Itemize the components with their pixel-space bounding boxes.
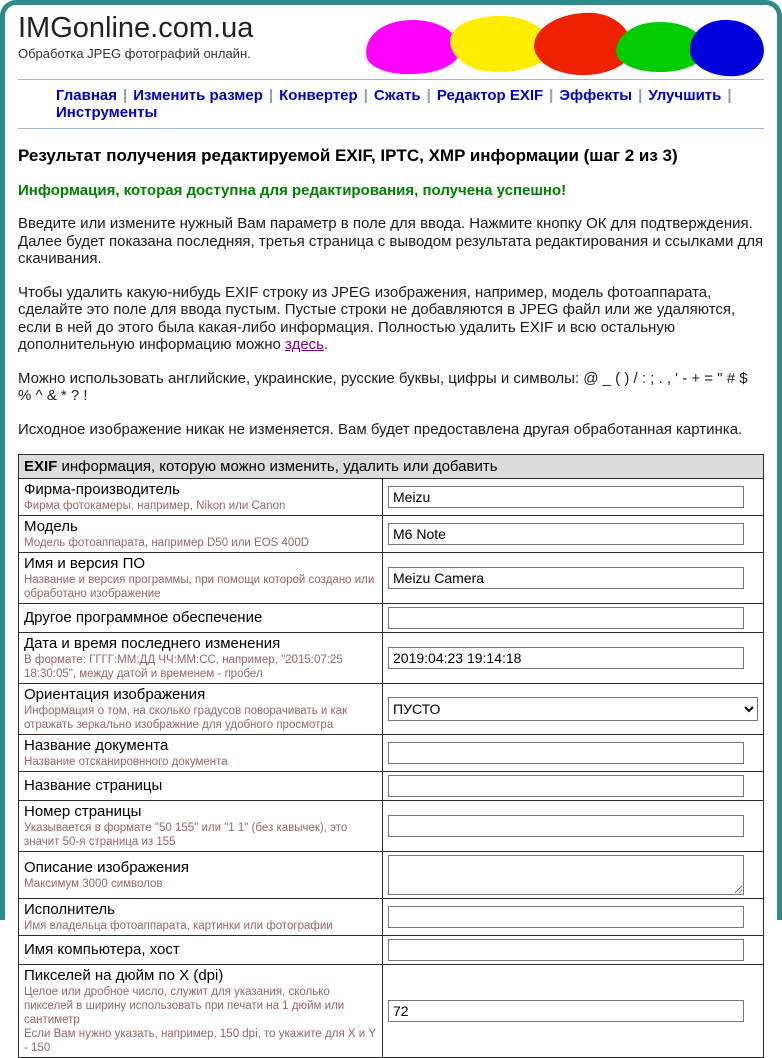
input-cell-model	[383, 516, 764, 553]
field-hint: Название отсканировнного документа	[24, 756, 228, 768]
field-label: Название документа	[24, 737, 169, 754]
magenta-blob	[365, 18, 462, 77]
blue-blob	[689, 18, 766, 78]
field-hint: Указывается в формате "50 155" или "1 1" (без кавычек), это значит 50-я страница из 155	[24, 822, 348, 848]
allowed-symbols-paragraph: Можно использовать английские, украинские, русские буквы, цифры и символы: @ _ ( ) / : ; . , ' - + = " # $ % ^ & * ? !	[18, 369, 748, 404]
input-manufacturer[interactable]	[388, 486, 744, 508]
original-unchanged-paragraph: Исходное изображение никак не изменяется. Вам будет предоставлена другая обработанная картинка.	[18, 420, 743, 438]
field-hint: Название и версия программы, при помощи которой создано или обработано изображение	[24, 574, 375, 600]
delete-exif-link[interactable]: здесь	[285, 336, 324, 353]
input-page-name[interactable]	[388, 775, 744, 797]
label-cell-page-name	[19, 772, 383, 801]
table-row-document-name	[19, 735, 764, 772]
input-modify-date[interactable]	[388, 647, 744, 669]
intro-paragraph-1: Введите или измените нужный Вам параметр в поле для ввода. Нажмите кнопку ОК для подтверждения. Далее будет показана последняя, третья страница с выводом результата редактирования и ссылками для скачивания.	[18, 215, 764, 267]
field-hint: Максимум 3000 символов	[24, 878, 163, 890]
field-label: Номер страницы	[24, 803, 142, 820]
field-label: Пикселей на дюйм по X (dpi)	[24, 967, 224, 984]
label-cell-host-computer	[19, 936, 383, 965]
field-label: Фирма-производитель	[24, 481, 180, 498]
nav-separator: |	[727, 87, 732, 104]
input-cell-artist	[383, 899, 764, 936]
nav-item-2[interactable]: Изменить размер	[133, 87, 263, 104]
input-x-resolution[interactable]	[388, 1000, 744, 1022]
site-header	[18, 12, 764, 72]
table-row-other-software	[19, 604, 764, 633]
exif-table-header-rest: информация, которую можно изменить, удалить или добавить	[57, 458, 498, 475]
table-row-host-computer	[19, 936, 764, 965]
label-cell-artist	[19, 899, 383, 936]
nav-item-6[interactable]: Эффекты	[559, 87, 633, 104]
input-software[interactable]	[388, 567, 744, 589]
input-cell-document-name	[383, 735, 764, 772]
input-cell-modify-date	[383, 633, 764, 684]
field-label: Название страницы	[24, 777, 163, 794]
input-cell-page-name	[383, 772, 764, 801]
table-row-page-number	[19, 801, 764, 852]
exif-table-body	[19, 479, 764, 1058]
input-cell-host-computer	[383, 936, 764, 965]
page-content	[18, 12, 764, 1058]
table-row-x-resolution	[19, 965, 764, 1058]
table-row-artist	[19, 899, 764, 936]
field-hint: Если Вам нужно указать, например, 150 dpi, то укажите для X и Y - 150	[24, 1028, 376, 1054]
label-cell-other-software	[19, 604, 383, 633]
nav-item-8[interactable]: Инструменты	[56, 104, 158, 121]
input-page-number[interactable]	[388, 815, 744, 837]
nav-item-4[interactable]: Сжать	[373, 87, 421, 104]
input-cell-x-resolution	[383, 965, 764, 1058]
site-tagline: Обработка JPEG фотографий онлайн.	[18, 46, 251, 61]
input-model[interactable]	[388, 523, 744, 545]
label-cell-modify-date	[19, 633, 383, 684]
field-label: Дата и время последнего изменения	[24, 635, 281, 652]
table-row-manufacturer	[19, 479, 764, 516]
table-row-model	[19, 516, 764, 553]
nav-separator: |	[426, 87, 431, 104]
input-artist[interactable]	[388, 906, 744, 928]
label-cell-model	[19, 516, 383, 553]
nav-item-7[interactable]: Улучшить	[648, 87, 722, 104]
label-cell-image-description	[19, 852, 383, 899]
field-label: Модель	[24, 518, 78, 535]
exif-table	[18, 454, 764, 1058]
exif-table-header-row	[19, 455, 764, 479]
input-cell-other-software	[383, 604, 764, 633]
nav-bottom-rule	[18, 128, 764, 129]
input-cell-page-number	[383, 801, 764, 852]
input-host-computer[interactable]	[388, 939, 744, 961]
nav-item-3[interactable]: Конвертер	[279, 87, 358, 104]
textarea-image-description[interactable]	[388, 855, 744, 895]
nav-separator: |	[638, 87, 643, 104]
field-hint: Имя владельца фотоаппарата, картинки или фотографии	[24, 920, 333, 932]
exif-table-header	[19, 455, 764, 479]
field-label: Имя и версия ПО	[24, 555, 146, 572]
label-cell-document-name	[19, 735, 383, 772]
select-orientation[interactable]	[388, 697, 758, 721]
field-hint: В формате: ГГГГ:ММ:ДД ЧЧ:ММ:СС, например, "2015:07:25 18:30:05", между датой и временем - пробел	[24, 654, 343, 680]
table-row-software	[19, 553, 764, 604]
field-hint: Информация о том, на сколько градусов поворачивать и как отражать зеркально изображние для удобного просмотра	[24, 705, 348, 731]
field-hint: Целое или дробное число, служит для указания, сколько пикселей в ширину использовать при печати на 1 дюйм или сантиметр	[24, 986, 345, 1026]
main-nav	[18, 80, 764, 128]
field-label: Описание изображения	[24, 859, 190, 876]
exif-table-header-bold: EXIF	[24, 458, 58, 475]
field-label: Другое программное обеспечение	[24, 609, 263, 626]
table-row-modify-date	[19, 633, 764, 684]
nav-separator: |	[123, 87, 128, 104]
label-cell-orientation	[19, 684, 383, 735]
input-cell-orientation	[383, 684, 764, 735]
site-logo[interactable]: IMGonline.com.ua	[18, 12, 254, 44]
label-cell-manufacturer	[19, 479, 383, 516]
field-label: Исполнитель	[24, 901, 115, 918]
nav-item-5[interactable]: Редактор EXIF	[436, 87, 544, 104]
field-label: Имя компьютера, хост	[24, 941, 180, 958]
nav-item-1[interactable]: Главная	[56, 87, 118, 104]
nav-separator: |	[268, 87, 274, 104]
input-cell-manufacturer	[383, 479, 764, 516]
table-row-image-description	[19, 852, 764, 899]
input-cell-image-description	[383, 852, 764, 899]
field-label: Ориентация изображения	[24, 686, 206, 703]
table-row-page-name	[19, 772, 764, 801]
page-title: Результат получения редактируемой EXIF, IPTC, XMP информации (шаг 2 из 3)	[18, 146, 678, 165]
label-cell-page-number	[19, 801, 383, 852]
input-other-software[interactable]	[388, 607, 744, 629]
paragraph-2-period: .	[323, 336, 329, 353]
label-cell-x-resolution	[19, 965, 383, 1058]
field-hint: Фирма фотокамеры, например, Nikon или Canon	[24, 500, 286, 512]
nav-separator: |	[549, 87, 554, 104]
nav-separator: |	[363, 87, 368, 104]
color-blobs-banner	[366, 8, 764, 74]
success-message: Информация, которая доступна для редактирования, получена успешно!	[18, 182, 567, 199]
paragraph-2-text: Чтобы удалить какую-нибудь EXIF строку из JPEG изображения, например, модель фотоаппарата, сделайте это поле для ввода пустым. Пустые строки не добавляются в JPEG файл или же удаляются, если в ней до этого была какая-либо информация. Полностью удалить EXIF и всю остальную дополнительную информацию можно	[18, 283, 736, 353]
input-document-name[interactable]	[388, 742, 744, 764]
field-hint: Модель фотоаппарата, например D50 или EOS 400D	[24, 537, 310, 549]
intro-paragraph-2	[18, 284, 764, 354]
table-row-orientation	[19, 684, 764, 735]
input-cell-software	[383, 553, 764, 604]
label-cell-software	[19, 553, 383, 604]
